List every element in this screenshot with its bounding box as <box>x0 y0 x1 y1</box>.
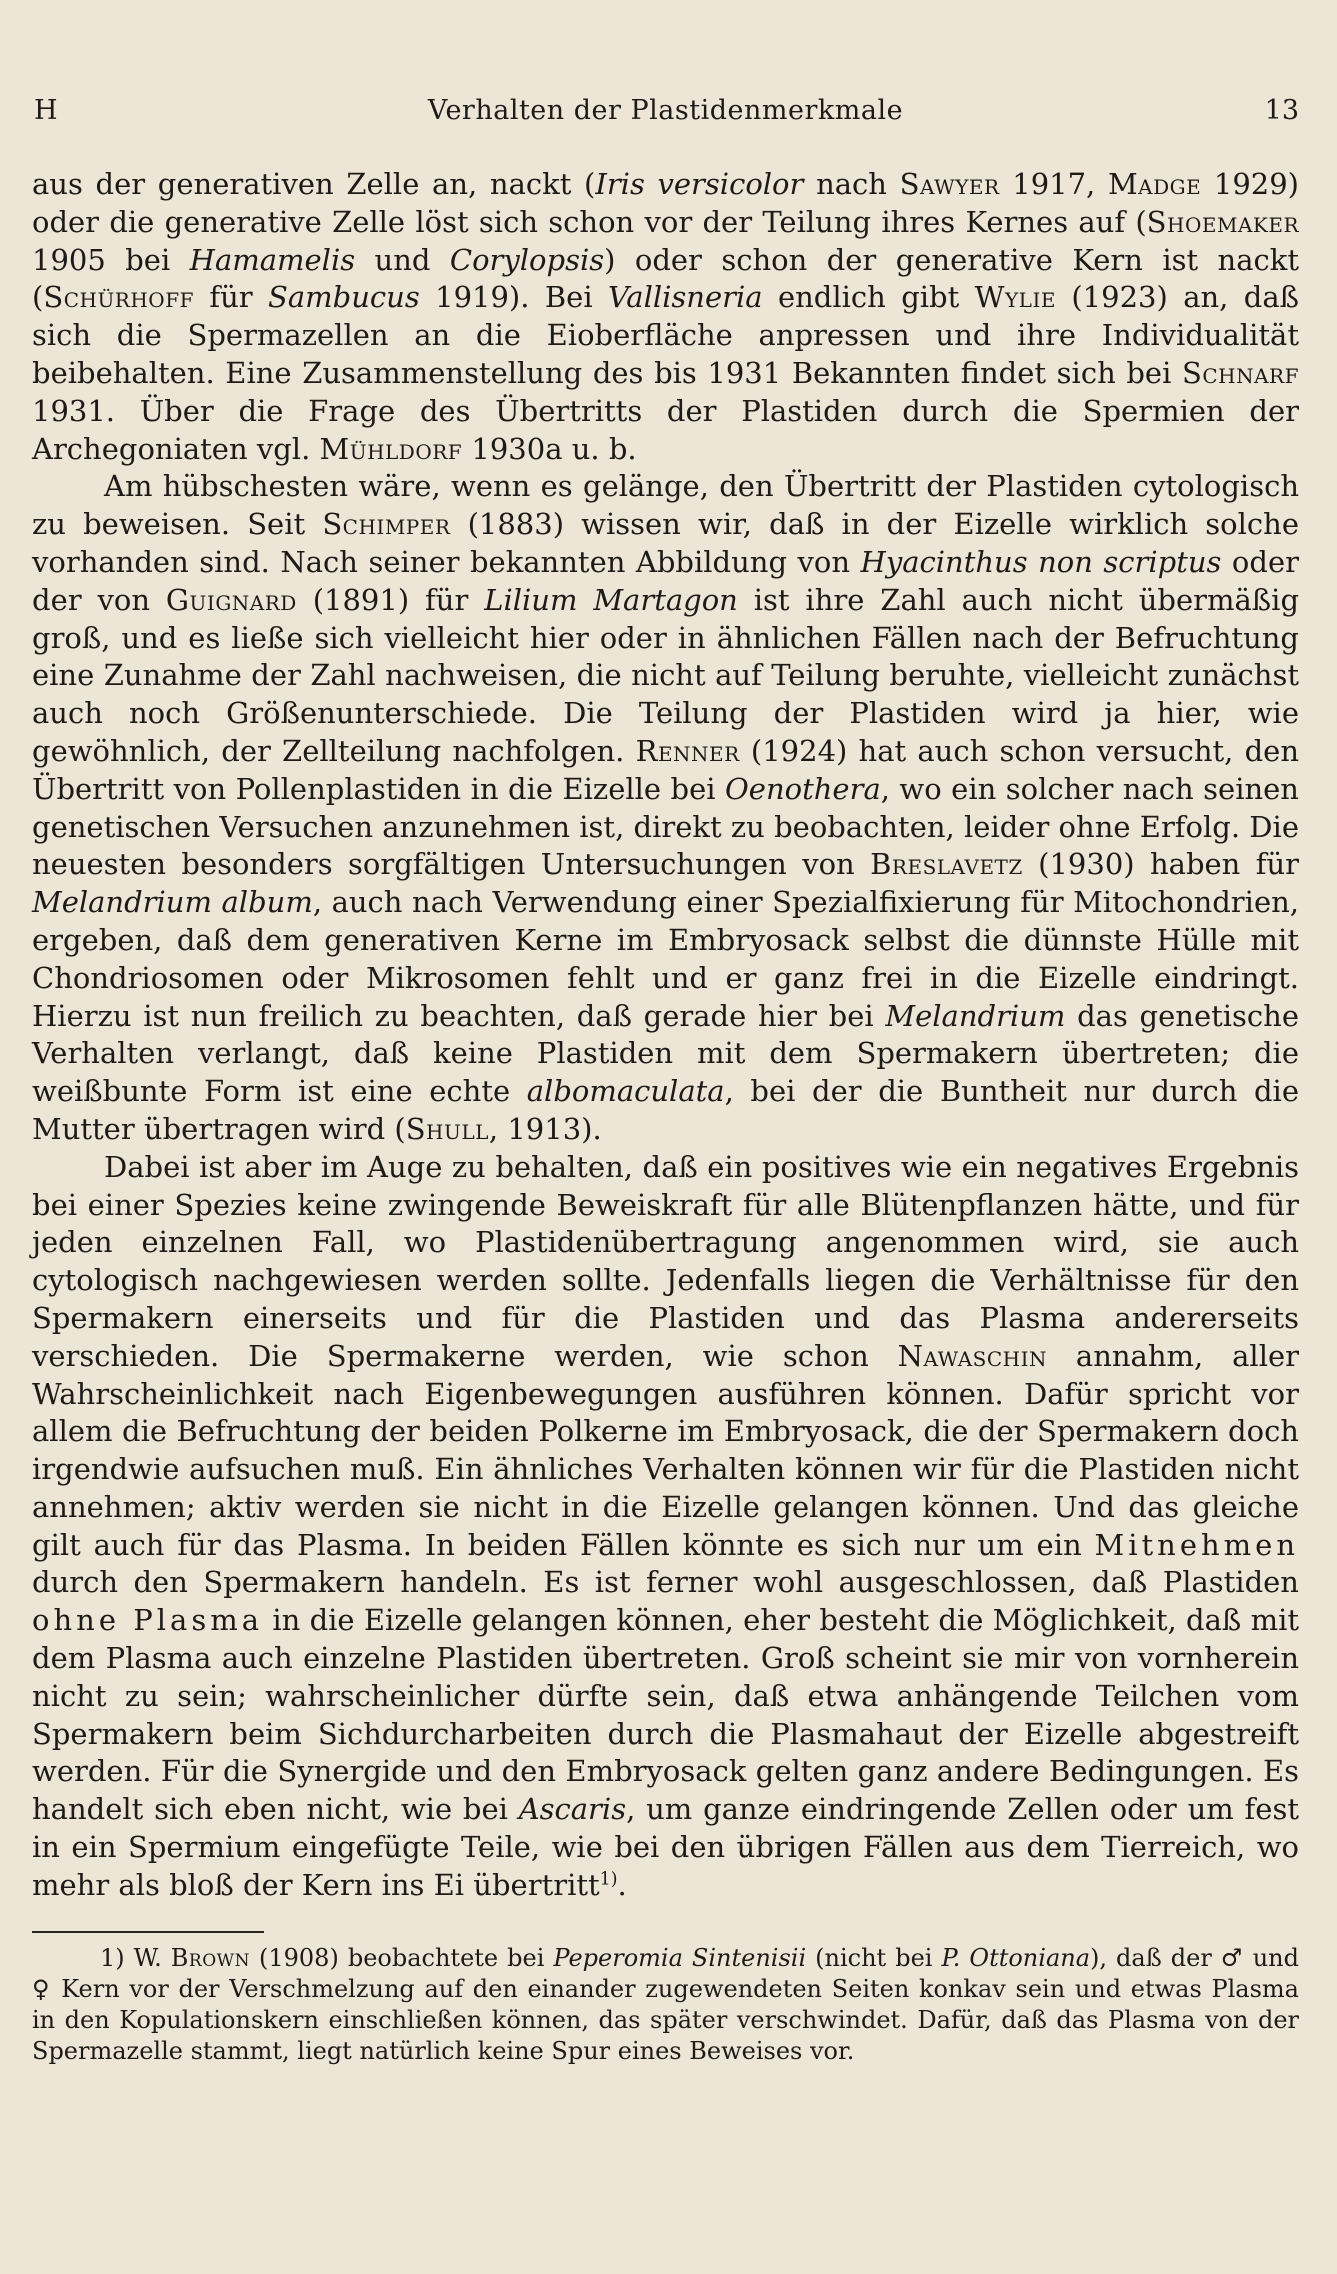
section-letter: H <box>34 95 58 126</box>
text-run: (1924) hat auch schon versucht, den Übertritt von Pollenplastiden in die Eizelle bei <box>32 733 1299 806</box>
text-run: 1) W. <box>100 1943 171 1972</box>
text-run: durch den Spermakern handeln. Es ist ferner wohl ausgeschlossen, daß Plastiden <box>32 1565 1299 1600</box>
author-name: Schürhoff <box>43 280 194 315</box>
spaced-emphasis: ohne Plasma <box>32 1603 264 1638</box>
text-run: oder der von <box>32 544 1299 617</box>
spaced-emphasis: Mitnehmen <box>1094 1527 1299 1562</box>
running-header <box>32 88 1299 134</box>
text-run: endlich gibt <box>762 280 975 315</box>
text-run: (1923) an, daß sich die Spermazellen an die Eioberfläche anpressen und ihre Individualität beibehalten. Eine Zusammenstellung des bis 1931 Bekannten findet sich bei <box>32 280 1299 390</box>
footnote-marker: 1) <box>599 1869 618 1890</box>
author-name: Brown <box>170 1943 250 1972</box>
text-run: (1891) für <box>296 582 485 617</box>
text-run: 1929) oder die generative Zelle löst sich schon vor der Teilung ihres Kernes auf ( <box>32 167 1300 239</box>
paragraph <box>32 468 1299 1148</box>
text-run: annahm, aller Wahrscheinlichkeit nach Eigenbewegungen ausführen können. Dafür spricht vor allem die Befruchtung der beiden Polkerne im Embryosack, die der Spermakern doch irgendwie aufsuchen muß. Ein ähnliches Verhalten können wir für die Plastiden nicht annehmen; aktiv werden sie nicht in die Eizelle gelangen können. Und das gleiche gilt auch für das Plasma. In beiden Fällen könnte es sich nur um ein <box>32 1338 1299 1562</box>
text-run: das genetische Verhalten verlangt, daß keine Plastiden mit dem Spermakern übertreten; die weißbunte Form ist eine echte <box>32 998 1300 1109</box>
italic-term: Hamamelis <box>189 242 356 277</box>
italic-term: Iris versicolor <box>595 167 804 201</box>
body-text <box>32 166 1299 1905</box>
author-name: Nawaschin <box>897 1338 1048 1373</box>
author-name: Guignard <box>165 582 297 617</box>
italic-term: Peperomia Sintenisii <box>553 1943 807 1972</box>
footnote <box>32 1943 1299 2067</box>
text-run: (1883) wissen wir, daß in der Eizelle wirklich solche vorhanden sind. Nach seiner bekannten Abbildung von <box>32 507 1299 579</box>
author-name: Schnarf <box>1182 355 1299 390</box>
italic-term: Lilium Martagon <box>484 582 738 617</box>
author-name: Wylie <box>974 280 1056 315</box>
text-run: , 1913). <box>488 1111 602 1146</box>
text-run: (1908) beobachtete bei <box>250 1943 554 1972</box>
text-run: in die Eizelle gelangen können, eher besteht die Möglichkeit, daß mit dem Plasma auch einzelne Plastiden übertreten. Groß scheint sie mir von vornherein nicht zu sein; wahrscheinlicher dürfte sein, daß etwa anhängende Teilchen vom Spermakern beim Sichdurcharbeiten durch die Plasmahaut der Eizelle abgestreift werden. Für die Synergide und den Embryosack gelten ganz andere Bedingungen. Es handelt sich eben nicht, wie bei <box>32 1603 1299 1827</box>
text-run: Dabei ist aber im Auge zu behalten, daß ein positives wie ein negatives Ergebnis bei einer Spezies keine zwingende Beweiskraft für alle Blütenpflanzen hätte, und für jeden einzelnen Fall, wo Plastidenübertragung angenommen wird, sie auch cytologisch nachgewiesen werden sollte. Jedenfalls liegen die Verhältnisse für den Spermakern einerseits und für die Plastiden und das Plasma andererseits verschieden. Die Spermakerne werden, wie schon <box>32 1149 1299 1373</box>
text-run: . <box>617 1867 627 1902</box>
paragraph <box>32 166 1299 468</box>
italic-term: Melandrium album <box>32 885 313 920</box>
italic-term: Corylopsis <box>449 242 605 277</box>
text-run: ) oder schon der generative Kern ist nackt ( <box>32 242 1299 315</box>
author-name: Mühldorf <box>319 431 463 466</box>
italic-term: P. Ottoniana <box>941 1943 1091 1972</box>
footnote-divider <box>32 1931 264 1933</box>
text-run: 1931. Über die Frage des Übertritts der Plastiden durch die Spermien der Archegoniaten vgl. <box>32 393 1299 466</box>
author-name: Madge <box>1107 167 1202 201</box>
author-name: Renner <box>635 733 740 768</box>
text-run: (nicht bei <box>806 1943 942 1972</box>
author-name: Sawyer <box>899 167 1000 201</box>
italic-term: Vallisneria <box>608 280 763 315</box>
italic-term: Oenothera <box>725 771 881 806</box>
text-run: 1919). Bei <box>419 280 608 315</box>
text-run: 1917, <box>999 167 1108 201</box>
text-run: aus der generativen Zelle an, nackt ( <box>32 167 596 201</box>
page-number: 13 <box>1264 95 1299 126</box>
text-run: ), daß der ♂ und ♀ Kern vor der Verschmelzung auf den einander zugewendeten Seiten konkav sein und etwas Plasma in den Kopulationskern einschließen können, das später verschwindet. Dafür, daß das Plasma von der Spermazelle stammt, liegt natürlich keine Spur eines Beweises vor. <box>32 1943 1300 2065</box>
paragraph <box>32 1149 1299 1905</box>
text-run: , um ganze eindringende Zellen oder um fest in ein Spermium eingefügte Teile, wie bei den übrigen Fällen aus dem Tierreich, wo mehr als bloß der Kern ins Ei übertritt <box>32 1792 1299 1902</box>
italic-term: Ascaris <box>518 1792 627 1827</box>
text-run: 1930a u. b. <box>462 431 637 466</box>
text-run: , bei der die Buntheit nur durch die Mutter übertragen wird ( <box>32 1074 1299 1146</box>
author-name: Breslavetz <box>870 847 1023 882</box>
author-name: Shoemaker <box>1146 204 1299 239</box>
text-run: , auch nach Verwendung einer Spezialfixierung für Mitochondrien, ergeben, daß dem generativen Kerne im Embryosack selbst die dünnste Hülle mit Chondriosomen oder Mikrosomen fehlt und er ganz frei in die Eizelle eindringt. Hierzu ist nun freilich zu beachten, daß gerade hier bei <box>32 885 1300 1033</box>
text-run: ist ihre Zahl auch nicht übermäßig groß, und es ließe sich vielleicht hier oder in ähnlichen Fällen nach der Befruchtung eine Zunahme der Zahl nachweisen, die nicht auf Teilung beruhte, vielleicht zunächst auch noch Größenunterschiede. Die Teilung der Plastiden wird ja hier, wie gewöhnlich, der Zellteilung nachfolgen. <box>32 582 1300 768</box>
author-name: Shull <box>405 1111 489 1146</box>
italic-term: Hyacinthus non scriptus <box>860 544 1222 579</box>
text-run: Am hübschesten wäre, wenn es gelänge, den Übertritt der Plastiden cytologisch zu beweisen. Seit <box>32 469 1299 542</box>
author-name: Schimper <box>322 507 451 542</box>
italic-term: albomaculata <box>526 1074 725 1109</box>
text-run: für <box>193 280 269 315</box>
italic-term: Sambucus <box>268 280 420 315</box>
text-run: nach <box>803 167 900 201</box>
italic-term: Melandrium <box>885 998 1066 1033</box>
text-run: (1930) haben für <box>1022 847 1299 882</box>
text-run: 1905 bei <box>32 242 190 277</box>
text-run: und <box>355 242 450 277</box>
text-run: , wo ein solcher nach seinen genetischen Versuchen anzunehmen ist, direkt zu beobachten, leider ohne Erfolg. Die neuesten besonders sorgfältigen Untersuchungen von <box>32 771 1299 882</box>
running-title: Verhalten der Plastidenmerkmale <box>427 95 904 126</box>
